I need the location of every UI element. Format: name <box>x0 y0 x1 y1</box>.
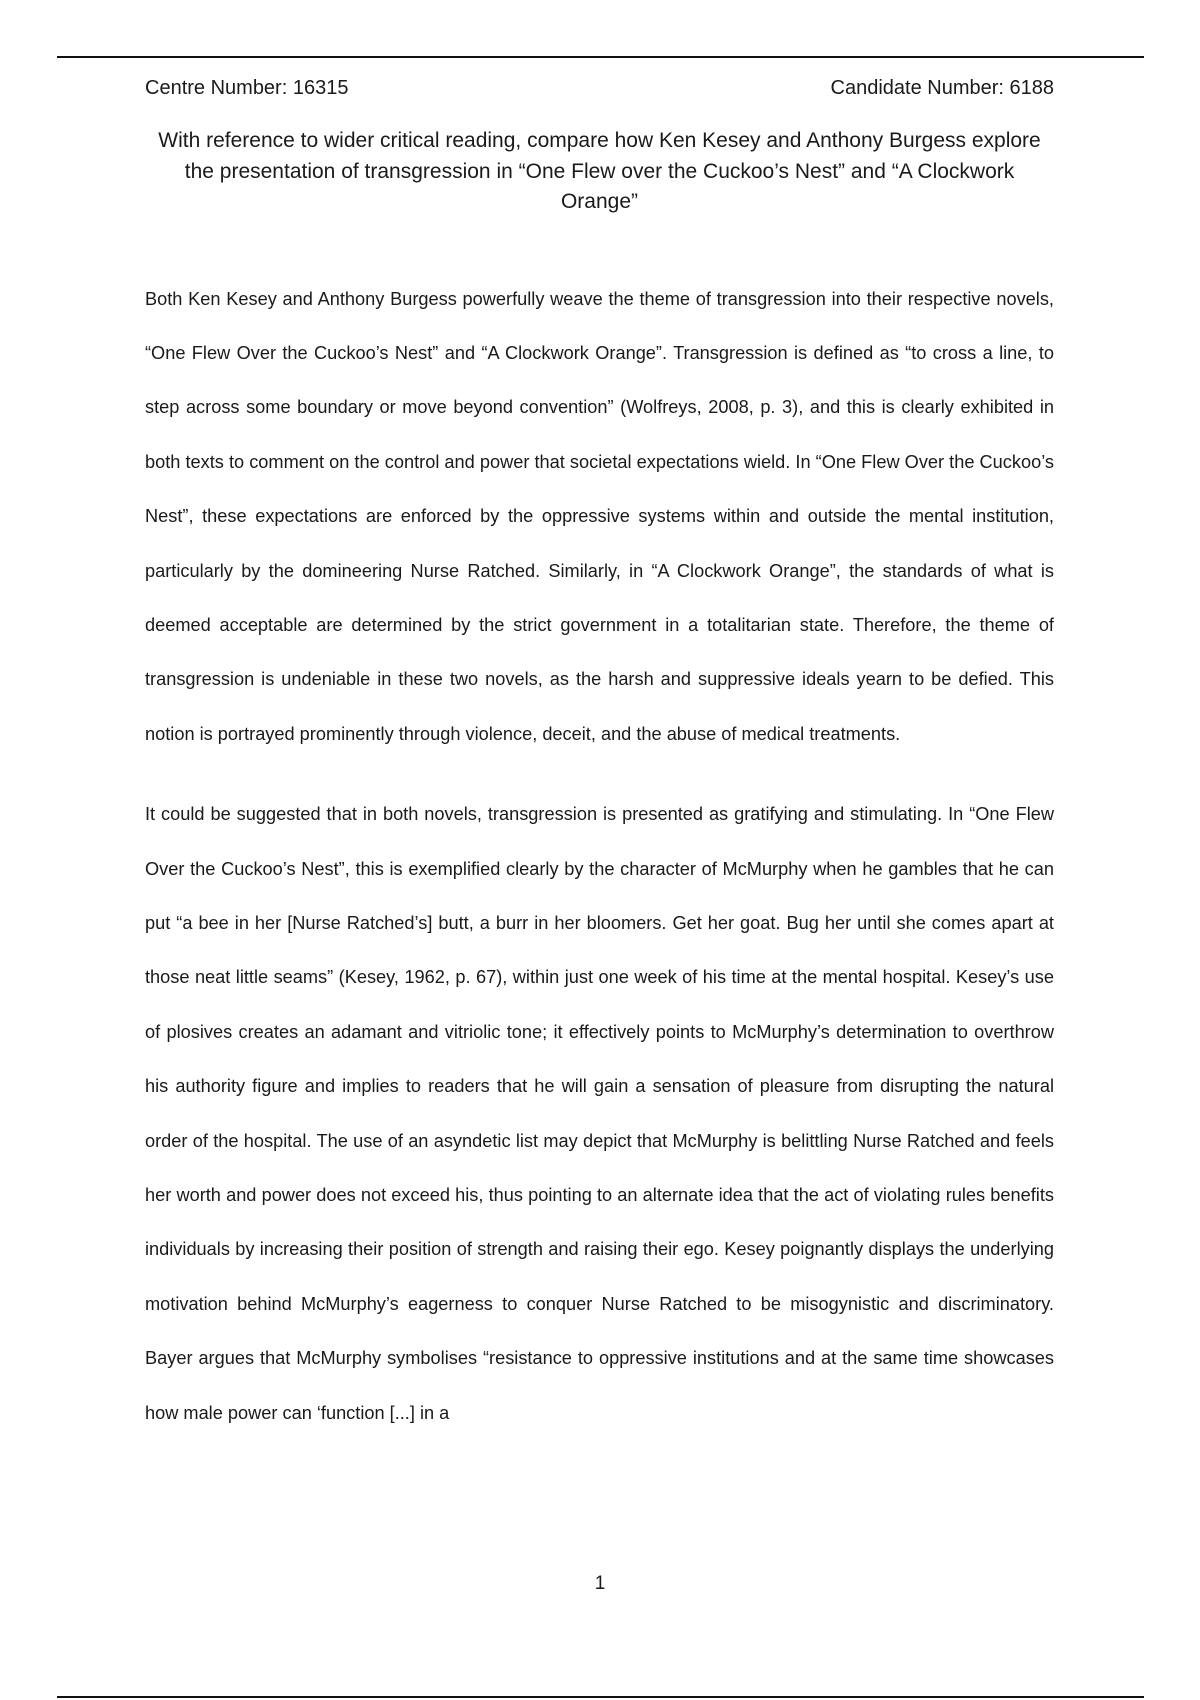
paragraph-1: Both Ken Kesey and Anthony Burgess powerfully weave the theme of transgression into their respective novels, “One Flew Over the Cuckoo’s Nest” and “A Clockwork Orange”. Transgression is defined as “to cross a line, to step across some boundary or move beyond convention” (Wolfreys, 2008, p. 3), and this is clearly exhibited in both texts to comment on the control and power that societal expectations wield. In “One Flew Over the Cuckoo’s Nest”, these expectations are enforced by the oppressive systems within and outside the mental institution, particularly by the domineering Nurse Ratched. Similarly, in “A Clockwork Orange”, the standards of what is deemed acceptable are determined by the strict government in a totalitarian state. Therefore, the theme of transgression is undeniable in these two novels, as the harsh and suppressive ideals yearn to be defied. This notion is portrayed prominently through violence, deceit, and the abuse of medical treatments. <box>145 288 1054 744</box>
paragraph-2: It could be suggested that in both novels, transgression is presented as gratifying and stimulating. In “One Flew Over the Cuckoo’s Nest”, this is exemplified clearly by the character of McMurphy when he gambles that he can put “a bee in her [Nurse Ratched’s] butt, a burr in her bloomers. Get her goat. Bug her until she comes apart at those neat little seams” (Kesey, 1962, p. 67), within just one week of his time at the mental hospital. Kesey’s use of plosives creates an adamant and vitriolic tone; it effectively points to McMurphy’s determination to overthrow his authority figure and implies to readers that he will gain a sensation of pleasure from disrupting the natural order of the hospital. The use of an asyndetic list may depict that McMurphy is belittling Nurse Ratched and feels her worth and power does not exceed his, thus pointing to an alternate idea that the act of violating rules benefits individuals by increasing their position of strength and raising their ego. Kesey poignantly displays the underlying motivation behind McMurphy’s eagerness to conquer Nurse Ratched to be misogynistic and discriminatory. Bayer argues that McMurphy symbolises “resistance to oppressive institutions and at the same time showcases how male power can ‘function [...] in a <box>145 804 1054 1423</box>
essay-title: With reference to wider critical reading, compare how Ken Kesey and Anthony Burgess explore the presentation of transgression in “One Flew over the Cuckoo’s Nest” and “A Clockwork Orange” <box>158 129 1041 213</box>
document-page <box>145 70 1054 1440</box>
bottom-rule <box>57 1696 1144 1698</box>
candidate-number: Candidate Number: 6188 <box>830 77 1054 99</box>
top-rule <box>57 56 1144 58</box>
essay-body <box>145 272 1054 1441</box>
centre-number: Centre Number: 16315 <box>145 77 349 99</box>
page-header <box>145 70 1054 106</box>
page-number: 1 <box>594 1573 606 1594</box>
